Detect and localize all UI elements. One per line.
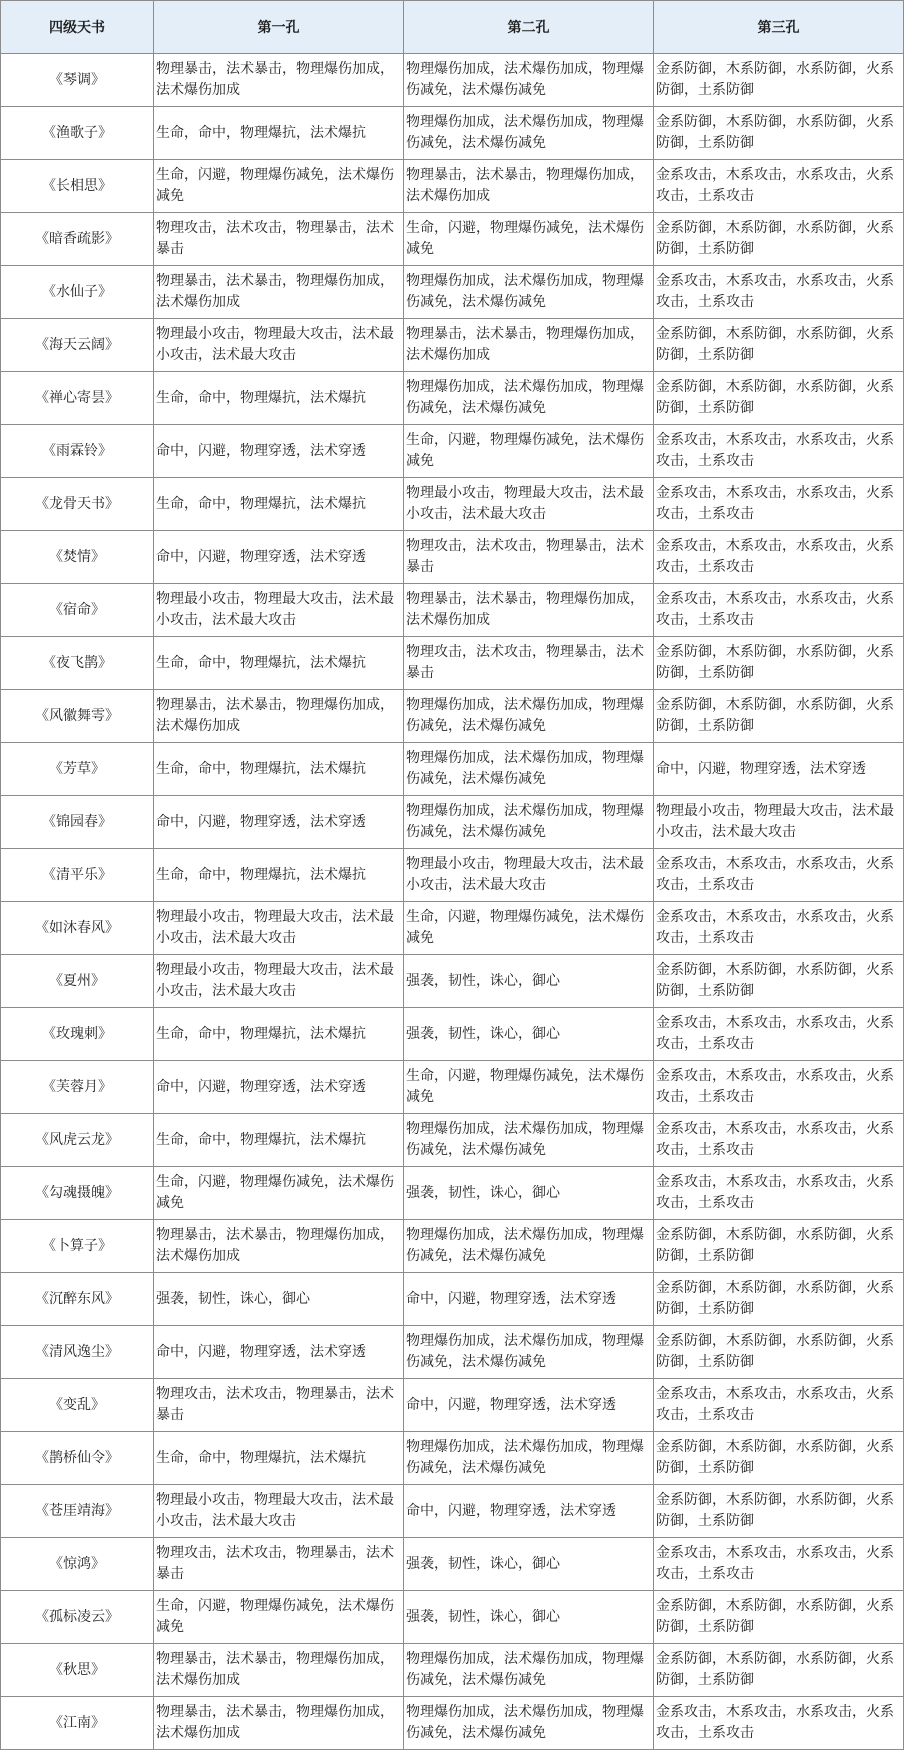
- book-name-cell: 《玫瑰刺》: [1, 1008, 154, 1061]
- book-name-cell: 《清风逸尘》: [1, 1326, 154, 1379]
- slot-2-cell: 命中，闪避，物理穿透，法术穿透: [404, 1485, 654, 1538]
- slot-2-cell: 强袭，韧性，诛心，御心: [404, 1167, 654, 1220]
- slot-2-cell: 物理爆伤加成，法术爆伤加成，物理爆伤减免，法术爆伤减免: [404, 690, 654, 743]
- slot-1-cell: 生命，命中，物理爆抗，法术爆抗: [154, 1432, 404, 1485]
- header-slot-1: 第一孔: [154, 1, 404, 54]
- book-name-cell: 《芙蓉月》: [1, 1061, 154, 1114]
- table-row: [1, 1379, 904, 1432]
- table-row: [1, 1538, 904, 1591]
- slot-3-cell: 金系攻击，木系攻击，水系攻击，火系攻击，土系攻击: [654, 1008, 904, 1061]
- table-row: [1, 1326, 904, 1379]
- slot-2-cell: 强袭，韧性，诛心，御心: [404, 955, 654, 1008]
- slot-3-cell: 金系防御，木系防御，水系防御，火系防御，土系防御: [654, 955, 904, 1008]
- header-slot-3: 第三孔: [654, 1, 904, 54]
- slot-3-cell: 命中，闪避，物理穿透，法术穿透: [654, 743, 904, 796]
- slot-1-cell: 生命，命中，物理爆抗，法术爆抗: [154, 743, 404, 796]
- slot-2-cell: 物理爆伤加成，法术爆伤加成，物理爆伤减免，法术爆伤减免: [404, 1697, 654, 1750]
- slot-2-cell: 物理爆伤加成，法术爆伤加成，物理爆伤减免，法术爆伤减免: [404, 1220, 654, 1273]
- book-name-cell: 《海天云阔》: [1, 319, 154, 372]
- table-row: [1, 266, 904, 319]
- book-name-cell: 《苍厓靖海》: [1, 1485, 154, 1538]
- slot-3-cell: 金系防御，木系防御，水系防御，火系防御，土系防御: [654, 372, 904, 425]
- slot-2-cell: 物理爆伤加成，法术爆伤加成，物理爆伤减免，法术爆伤减免: [404, 266, 654, 319]
- slot-1-cell: 生命，闪避，物理爆伤减免，法术爆伤减免: [154, 1591, 404, 1644]
- slot-2-cell: 生命，闪避，物理爆伤减免，法术爆伤减免: [404, 902, 654, 955]
- slot-3-cell: 金系攻击，木系攻击，水系攻击，火系攻击，土系攻击: [654, 425, 904, 478]
- table-row: [1, 160, 904, 213]
- table-row: [1, 1008, 904, 1061]
- slot-2-cell: 物理最小攻击，物理最大攻击，法术最小攻击，法术最大攻击: [404, 849, 654, 902]
- book-name-cell: 《锦园春》: [1, 796, 154, 849]
- table-row: [1, 690, 904, 743]
- slot-1-cell: 命中，闪避，物理穿透，法术穿透: [154, 796, 404, 849]
- book-name-cell: 《如沐春风》: [1, 902, 154, 955]
- table-row: [1, 478, 904, 531]
- slot-2-cell: 物理最小攻击，物理最大攻击，法术最小攻击，法术最大攻击: [404, 478, 654, 531]
- slot-1-cell: 物理最小攻击，物理最大攻击，法术最小攻击，法术最大攻击: [154, 584, 404, 637]
- slot-1-cell: 物理暴击，法术暴击，物理爆伤加成，法术爆伤加成: [154, 1697, 404, 1750]
- slot-3-cell: 金系防御，木系防御，水系防御，火系防御，土系防御: [654, 1591, 904, 1644]
- slot-3-cell: 金系攻击，木系攻击，水系攻击，火系攻击，土系攻击: [654, 266, 904, 319]
- slot-1-cell: 物理最小攻击，物理最大攻击，法术最小攻击，法术最大攻击: [154, 1485, 404, 1538]
- slot-2-cell: 物理爆伤加成，法术爆伤加成，物理爆伤减免，法术爆伤减免: [404, 796, 654, 849]
- slot-3-cell: 金系攻击，木系攻击，水系攻击，火系攻击，土系攻击: [654, 1167, 904, 1220]
- table-row: [1, 743, 904, 796]
- slot-2-cell: 强袭，韧性，诛心，御心: [404, 1538, 654, 1591]
- slot-3-cell: 金系防御，木系防御，水系防御，火系防御，土系防御: [654, 107, 904, 160]
- book-name-cell: 《宿命》: [1, 584, 154, 637]
- slot-3-cell: 金系攻击，木系攻击，水系攻击，火系攻击，土系攻击: [654, 849, 904, 902]
- table-row: [1, 1114, 904, 1167]
- slot-3-cell: 金系防御，木系防御，水系防御，火系防御，土系防御: [654, 1644, 904, 1697]
- slot-2-cell: 物理爆伤加成，法术爆伤加成，物理爆伤减免，法术爆伤减免: [404, 1644, 654, 1697]
- slot-2-cell: 物理攻击，法术攻击，物理暴击，法术暴击: [404, 637, 654, 690]
- book-name-cell: 《暗香疏影》: [1, 213, 154, 266]
- book-name-cell: 《清平乐》: [1, 849, 154, 902]
- table-row: [1, 1697, 904, 1750]
- book-name-cell: 《沉醉东风》: [1, 1273, 154, 1326]
- slot-1-cell: 物理最小攻击，物理最大攻击，法术最小攻击，法术最大攻击: [154, 955, 404, 1008]
- book-name-cell: 《风虎云龙》: [1, 1114, 154, 1167]
- slot-3-cell: 金系攻击，木系攻击，水系攻击，火系攻击，土系攻击: [654, 584, 904, 637]
- slot-1-cell: 物理最小攻击，物理最大攻击，法术最小攻击，法术最大攻击: [154, 319, 404, 372]
- slot-3-cell: 金系攻击，木系攻击，水系攻击，火系攻击，土系攻击: [654, 1538, 904, 1591]
- slot-1-cell: 生命，命中，物理爆抗，法术爆抗: [154, 637, 404, 690]
- table-row: [1, 1591, 904, 1644]
- header-book-name: 四级天书: [1, 1, 154, 54]
- slot-1-cell: 物理暴击，法术暴击，物理爆伤加成，法术爆伤加成: [154, 266, 404, 319]
- slot-2-cell: 物理爆伤加成，法术爆伤加成，物理爆伤减免，法术爆伤减免: [404, 1326, 654, 1379]
- slot-1-cell: 生命，命中，物理爆抗，法术爆抗: [154, 849, 404, 902]
- slot-1-cell: 物理最小攻击，物理最大攻击，法术最小攻击，法术最大攻击: [154, 902, 404, 955]
- slot-2-cell: 物理爆伤加成，法术爆伤加成，物理爆伤减免，法术爆伤减免: [404, 1432, 654, 1485]
- slot-2-cell: 物理暴击，法术暴击，物理爆伤加成，法术爆伤加成: [404, 319, 654, 372]
- slot-2-cell: 物理暴击，法术暴击，物理爆伤加成，法术爆伤加成: [404, 584, 654, 637]
- slot-3-cell: 金系攻击，木系攻击，水系攻击，火系攻击，土系攻击: [654, 1114, 904, 1167]
- book-name-cell: 《江南》: [1, 1697, 154, 1750]
- slot-3-cell: 金系防御，木系防御，水系防御，火系防御，土系防御: [654, 54, 904, 107]
- table-row: [1, 107, 904, 160]
- book-name-cell: 《芳草》: [1, 743, 154, 796]
- slot-1-cell: 物理暴击，法术暴击，物理爆伤加成，法术爆伤加成: [154, 1644, 404, 1697]
- slot-2-cell: 命中，闪避，物理穿透，法术穿透: [404, 1379, 654, 1432]
- book-name-cell: 《水仙子》: [1, 266, 154, 319]
- table-row: [1, 849, 904, 902]
- slot-1-cell: 命中，闪避，物理穿透，法术穿透: [154, 1326, 404, 1379]
- table-row: [1, 531, 904, 584]
- slot-3-cell: 金系防御，木系防御，水系防御，火系防御，土系防御: [654, 1485, 904, 1538]
- slot-2-cell: 物理爆伤加成，法术爆伤加成，物理爆伤减免，法术爆伤减免: [404, 743, 654, 796]
- slot-3-cell: 金系攻击，木系攻击，水系攻击，火系攻击，土系攻击: [654, 1697, 904, 1750]
- slot-2-cell: 物理爆伤加成，法术爆伤加成，物理爆伤减免，法术爆伤减免: [404, 372, 654, 425]
- table-row: [1, 1061, 904, 1114]
- slot-3-cell: 金系防御，木系防御，水系防御，火系防御，土系防御: [654, 1273, 904, 1326]
- slot-1-cell: 命中，闪避，物理穿透，法术穿透: [154, 425, 404, 478]
- table-row: [1, 372, 904, 425]
- table-header: [1, 1, 904, 54]
- slot-1-cell: 生命，闪避，物理爆伤减免，法术爆伤减免: [154, 160, 404, 213]
- slot-1-cell: 物理暴击，法术暴击，物理爆伤加成，法术爆伤加成: [154, 1220, 404, 1273]
- slot-3-cell: 金系防御，木系防御，水系防御，火系防御，土系防御: [654, 319, 904, 372]
- book-name-cell: 《雨霖铃》: [1, 425, 154, 478]
- slot-1-cell: 生命，闪避，物理爆伤减免，法术爆伤减免: [154, 1167, 404, 1220]
- book-name-cell: 《夜飞鹊》: [1, 637, 154, 690]
- book-name-cell: 《风徽舞雩》: [1, 690, 154, 743]
- slot-1-cell: 生命，命中，物理爆抗，法术爆抗: [154, 107, 404, 160]
- book-name-cell: 《琴调》: [1, 54, 154, 107]
- header-slot-2: 第二孔: [404, 1, 654, 54]
- table-row: [1, 425, 904, 478]
- book-name-cell: 《长相思》: [1, 160, 154, 213]
- slot-3-cell: 金系攻击，木系攻击，水系攻击，火系攻击，土系攻击: [654, 478, 904, 531]
- slot-3-cell: 金系攻击，木系攻击，水系攻击，火系攻击，土系攻击: [654, 1061, 904, 1114]
- slot-1-cell: 生命，命中，物理爆抗，法术爆抗: [154, 478, 404, 531]
- table-row: [1, 1485, 904, 1538]
- slot-1-cell: 物理暴击，法术暴击，物理爆伤加成，法术爆伤加成: [154, 690, 404, 743]
- slot-2-cell: 物理爆伤加成，法术爆伤加成，物理爆伤减免，法术爆伤减免: [404, 1114, 654, 1167]
- slot-3-cell: 金系防御，木系防御，水系防御，火系防御，土系防御: [654, 1432, 904, 1485]
- table-row: [1, 902, 904, 955]
- table-row: [1, 796, 904, 849]
- book-name-cell: 《渔歌子》: [1, 107, 154, 160]
- slot-2-cell: 强袭，韧性，诛心，御心: [404, 1008, 654, 1061]
- slot-2-cell: 生命，闪避，物理爆伤减免，法术爆伤减免: [404, 425, 654, 478]
- book-name-cell: 《夏州》: [1, 955, 154, 1008]
- slot-1-cell: 物理攻击，法术攻击，物理暴击，法术暴击: [154, 1538, 404, 1591]
- table-row: [1, 1432, 904, 1485]
- slot-2-cell: 生命，闪避，物理爆伤减免，法术爆伤减免: [404, 213, 654, 266]
- slot-1-cell: 物理攻击，法术攻击，物理暴击，法术暴击: [154, 1379, 404, 1432]
- slot-3-cell: 金系防御，木系防御，水系防御，火系防御，土系防御: [654, 213, 904, 266]
- slot-3-cell: 金系攻击，木系攻击，水系攻击，火系攻击，土系攻击: [654, 902, 904, 955]
- slot-3-cell: 金系防御，木系防御，水系防御，火系防御，土系防御: [654, 1326, 904, 1379]
- slot-3-cell: 金系攻击，木系攻击，水系攻击，火系攻击，土系攻击: [654, 160, 904, 213]
- slot-2-cell: 物理爆伤加成，法术爆伤加成，物理爆伤减免，法术爆伤减免: [404, 54, 654, 107]
- table-body: [1, 54, 904, 1750]
- slot-1-cell: 命中，闪避，物理穿透，法术穿透: [154, 531, 404, 584]
- slot-1-cell: 生命，命中，物理爆抗，法术爆抗: [154, 1114, 404, 1167]
- book-name-cell: 《秋思》: [1, 1644, 154, 1697]
- table-row: [1, 319, 904, 372]
- book-name-cell: 《卜算子》: [1, 1220, 154, 1273]
- book-name-cell: 《鹊桥仙令》: [1, 1432, 154, 1485]
- table-row: [1, 1220, 904, 1273]
- table-row: [1, 1167, 904, 1220]
- book-name-cell: 《龙骨天书》: [1, 478, 154, 531]
- slot-2-cell: 命中，闪避，物理穿透，法术穿透: [404, 1273, 654, 1326]
- book-name-cell: 《惊鸿》: [1, 1538, 154, 1591]
- slot-1-cell: 命中，闪避，物理穿透，法术穿透: [154, 1061, 404, 1114]
- book-name-cell: 《勾魂摄魄》: [1, 1167, 154, 1220]
- slot-2-cell: 生命，闪避，物理爆伤减免，法术爆伤减免: [404, 1061, 654, 1114]
- table-row: [1, 637, 904, 690]
- slot-3-cell: 金系防御，木系防御，水系防御，火系防御，土系防御: [654, 637, 904, 690]
- table-row: [1, 955, 904, 1008]
- slot-3-cell: 金系攻击，木系攻击，水系攻击，火系攻击，土系攻击: [654, 531, 904, 584]
- slot-2-cell: 物理暴击，法术暴击，物理爆伤加成，法术爆伤加成: [404, 160, 654, 213]
- slot-1-cell: 物理暴击，法术暴击，物理爆伤加成，法术爆伤加成: [154, 54, 404, 107]
- book-name-cell: 《焚情》: [1, 531, 154, 584]
- slot-3-cell: 金系攻击，木系攻击，水系攻击，火系攻击，土系攻击: [654, 1379, 904, 1432]
- slot-1-cell: 生命，命中，物理爆抗，法术爆抗: [154, 372, 404, 425]
- slot-3-cell: 金系防御，木系防御，水系防御，火系防御，土系防御: [654, 690, 904, 743]
- table-row: [1, 54, 904, 107]
- table-row: [1, 1644, 904, 1697]
- slot-3-cell: 物理最小攻击，物理最大攻击，法术最小攻击，法术最大攻击: [654, 796, 904, 849]
- book-name-cell: 《孤标凌云》: [1, 1591, 154, 1644]
- slot-1-cell: 物理攻击，法术攻击，物理暴击，法术暴击: [154, 213, 404, 266]
- table-row: [1, 584, 904, 637]
- table-row: [1, 213, 904, 266]
- slot-2-cell: 强袭，韧性，诛心，御心: [404, 1591, 654, 1644]
- table-row: [1, 1273, 904, 1326]
- slot-1-cell: 生命，命中，物理爆抗，法术爆抗: [154, 1008, 404, 1061]
- book-name-cell: 《变乱》: [1, 1379, 154, 1432]
- book-name-cell: 《禅心寄昙》: [1, 372, 154, 425]
- header-row: [1, 1, 904, 54]
- slot-1-cell: 强袭，韧性，诛心，御心: [154, 1273, 404, 1326]
- slot-3-cell: 金系防御，木系防御，水系防御，火系防御，土系防御: [654, 1220, 904, 1273]
- slot-2-cell: 物理爆伤加成，法术爆伤加成，物理爆伤减免，法术爆伤减免: [404, 107, 654, 160]
- slot-2-cell: 物理攻击，法术攻击，物理暴击，法术暴击: [404, 531, 654, 584]
